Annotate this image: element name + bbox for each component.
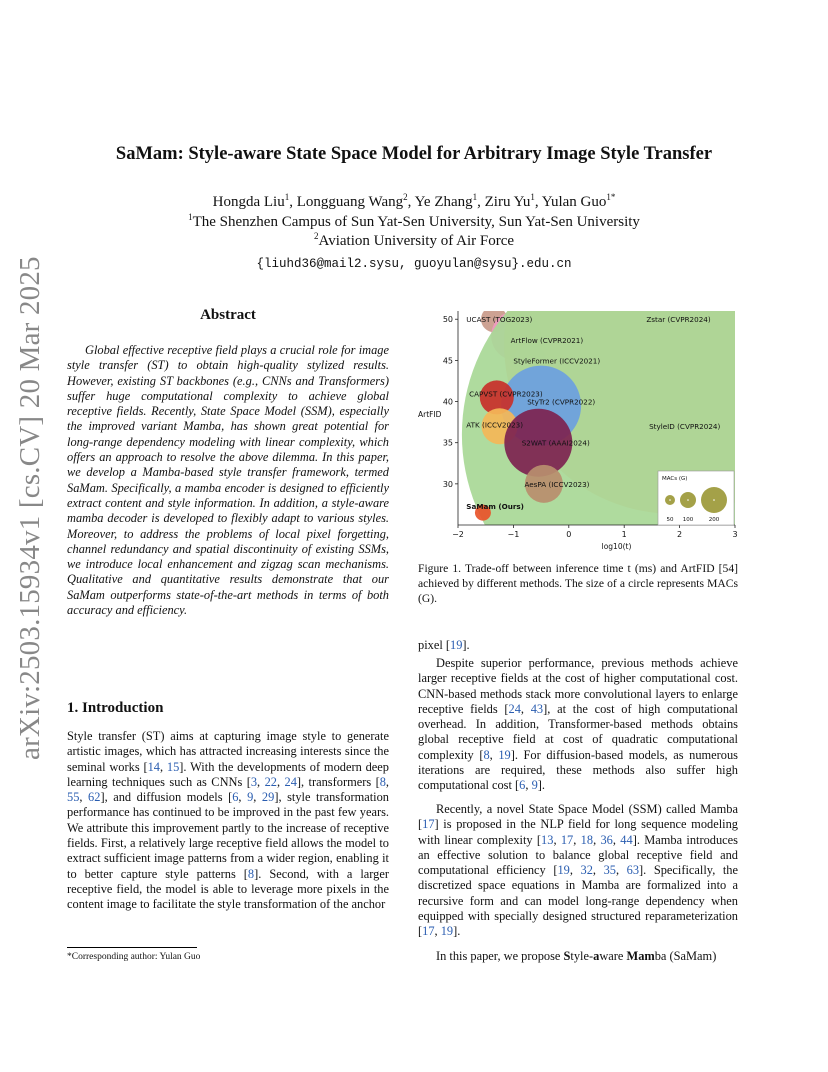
text-run: ]. bbox=[537, 778, 546, 793]
text-run: ], transformers [ bbox=[296, 774, 380, 789]
y-tick-label: 35 bbox=[442, 438, 453, 448]
text-run: , bbox=[434, 924, 441, 939]
rich-text bbox=[418, 638, 470, 652]
chart-legend bbox=[658, 471, 734, 525]
citation-link[interactable]: 19 bbox=[498, 747, 511, 762]
legend-title: MACs (G) bbox=[662, 476, 688, 482]
citation-link[interactable]: 15 bbox=[166, 759, 180, 774]
affiliation-2: $^2$Aviation University of Air Force bbox=[313, 231, 515, 249]
citation-link[interactable]: 8 bbox=[483, 747, 490, 762]
figure-caption: Figure 1. Trade-off between inference time t (ms) and ArtFID [54] achieved by different methods. The size of a circle represents MACs (G). bbox=[418, 562, 738, 605]
legend-bubble-center bbox=[687, 499, 689, 501]
paper-title: SaMam: Style-aware State Space Model for Arbitrary Image Style Transfer bbox=[115, 144, 713, 164]
legend-bubble-center bbox=[669, 499, 671, 501]
bubble-label: StyleFormer (ICCV2021) bbox=[513, 356, 601, 366]
bubble-label: ArtFlow (CVPR2021) bbox=[510, 335, 584, 345]
text-run: , bbox=[257, 774, 265, 789]
citation-link[interactable]: 3 bbox=[250, 774, 258, 789]
y-axis-label: ArtFID bbox=[418, 410, 442, 419]
citation-link[interactable]: 19 bbox=[450, 638, 463, 652]
x-tick-label: −1 bbox=[507, 530, 520, 539]
text-run: ]. Specifically, the discretized space equations in Mamba are formalized into a recursive form and can model long-range dependency when equipped with specially designed structured reparameterization [ bbox=[418, 863, 738, 939]
citation-link[interactable]: 19 bbox=[557, 863, 570, 878]
text-run: ]. bbox=[462, 638, 470, 652]
bubble-label: ATK (ICCV2023) bbox=[466, 420, 524, 430]
citation-link[interactable]: 13 bbox=[541, 832, 554, 847]
author: Ziru Yu$^1$ bbox=[484, 192, 535, 210]
bold-text: S bbox=[563, 949, 571, 963]
rich-text bbox=[418, 656, 738, 792]
text-run: Despite superior performance, previous methods achieve larger receptive fields at the cost of higher computational cost. CNN-based methods stack more convolutional layers to enlarge receptive fields [ bbox=[418, 656, 738, 716]
text-run: , bbox=[253, 790, 262, 805]
bold-text: Mam bbox=[626, 949, 655, 963]
text-run: , bbox=[553, 832, 561, 847]
text-run: ]. With the developments of modern deep learning techniques such as CNNs [ bbox=[67, 759, 389, 789]
text-run: , bbox=[238, 790, 248, 805]
abstract-heading: Abstract bbox=[200, 307, 256, 323]
text-run: , bbox=[276, 774, 285, 789]
bubble-label: S2WAT (AAAI2024) bbox=[521, 438, 590, 448]
citation-link[interactable]: 44 bbox=[620, 832, 633, 847]
text-run: , bbox=[385, 774, 390, 789]
citation-link[interactable]: 55 bbox=[67, 790, 80, 805]
bold-text: a bbox=[593, 949, 600, 963]
bubble-label: StyTr2 (CVPR2022) bbox=[527, 397, 596, 407]
y-tick-label: 30 bbox=[442, 479, 453, 489]
abstract-text: Global effective receptive field plays a crucial role for image style transfer (ST) to obtain high-quality stylized results. However, existing ST backbones (e.g., CNNs and Transformers) suffer huge computational complexity to achieve global receptive fields. Recently, State Space Model (SSM), especially the improved variant Mamba, has shown great potential for long-range dependency modeling with linear complexity, which offers an approach to resolve the above dilemma. In this paper, we develop a Mamba-based style transfer framework, termed SaMam. Specifically, a mamba encoder is designed to efficiently extract content and style information. In addition, a style-aware mamba decoder is developed to flexibly adapt to various styles. Moreover, to address the problems of local pixel forgetting, channel redundancy and spatial discontinuity of existing SSMs, we introduce local enhancement and zigzag scan mechanisms. Qualitative and quantitative results demonstrate that our SaMam outperforms state-of-the-art methods in terms of both accuracy and efficiency. bbox=[67, 343, 389, 618]
rich-text bbox=[67, 729, 389, 911]
text-run: , bbox=[79, 790, 89, 805]
y-tick-label: 45 bbox=[442, 356, 453, 366]
text-run: ware bbox=[599, 949, 627, 963]
citation-link[interactable]: 6 bbox=[232, 790, 239, 805]
y-tick-label: 40 bbox=[442, 397, 453, 407]
rich-text bbox=[436, 949, 716, 963]
text-run: ba (SaMam) bbox=[654, 949, 717, 963]
x-tick-label: −2 bbox=[452, 530, 464, 539]
y-tick-label: 50 bbox=[442, 315, 453, 325]
x-axis-label: log10(t) bbox=[601, 542, 632, 551]
text-run: ] is proposed in the NLP field for long sequence modeling with linear complexity [ bbox=[418, 817, 738, 847]
x-tick-label: 2 bbox=[677, 530, 683, 539]
text-run: , bbox=[525, 778, 532, 793]
citation-link[interactable]: 32 bbox=[580, 863, 593, 878]
citation-link[interactable]: 36 bbox=[600, 832, 613, 847]
text-run: , bbox=[592, 863, 604, 878]
legend-bubble-center bbox=[713, 499, 715, 501]
right-paragraph-2 bbox=[418, 802, 738, 940]
text-run: Recently, a novel State Space Model (SSM) called Mamba [ bbox=[418, 802, 738, 832]
citation-link[interactable]: 35 bbox=[603, 863, 616, 878]
footnote: *Corresponding author: Yulan Guo bbox=[67, 952, 201, 962]
citation-link[interactable]: 18 bbox=[580, 832, 594, 847]
text-run: , bbox=[612, 832, 621, 847]
text-run: , bbox=[520, 701, 531, 716]
author-emails: {liuhd36@mail2.sysu, guoyulan@sysu}.edu.cn bbox=[256, 257, 572, 271]
citation-link[interactable]: 17 bbox=[560, 832, 574, 847]
right-paragraph-1 bbox=[418, 656, 738, 794]
section-heading: 1. Introduction bbox=[67, 700, 164, 716]
citation-link[interactable]: 29 bbox=[261, 790, 275, 805]
right-paragraph-0 bbox=[418, 638, 738, 653]
author: Ye Zhang$^1$ bbox=[414, 192, 478, 210]
text-run: , bbox=[489, 747, 499, 762]
bubble-label: AesPA (ICCV2023) bbox=[524, 479, 590, 489]
legend-value: 200 bbox=[708, 517, 720, 523]
legend-value: 50 bbox=[666, 517, 674, 523]
citation-link[interactable]: 14 bbox=[147, 759, 160, 774]
citation-link[interactable]: 8 bbox=[247, 866, 255, 881]
bubble-label: UCAST (TOG2023) bbox=[466, 315, 533, 325]
text-run: ], style transformation performance has continued to be improved in the past few years. We attribute this improvement partly to the increase of receptive fields. First, a relatively large receptive field allows the model to extract sufficient image patterns from a wider region, enabling it to better capture style patterns [ bbox=[67, 790, 389, 881]
rich-text bbox=[418, 802, 738, 938]
affiliation-1: $^1$The Shenzhen Campus of Sun Yat-Sen University, Sun Yat-Sen University bbox=[188, 212, 640, 230]
tradeoff-bubble-chart bbox=[414, 305, 744, 553]
text-run: , bbox=[615, 863, 627, 878]
right-paragraph-3 bbox=[418, 949, 738, 964]
citation-link[interactable]: 8 bbox=[379, 774, 386, 789]
text-run: In this paper, we propose bbox=[436, 949, 564, 963]
citation-link[interactable]: 63 bbox=[626, 863, 640, 878]
footnote-rule bbox=[67, 947, 197, 948]
text-run: ]. Second, with a larger receptive field, the model is able to leverage more pixels in the content image to facilitate the style transformation of the anchor bbox=[67, 866, 389, 912]
x-tick-label: 1 bbox=[621, 530, 627, 539]
text-run: pixel [ bbox=[418, 638, 450, 652]
citation-link[interactable]: 24 bbox=[284, 774, 297, 789]
text-run: ]. Mamba introduces an effective solution to balance global receptive field and computational efficiency [ bbox=[418, 832, 739, 878]
text-run: ], at the cost of high computational overhead. In addition, Transformer-based methods obtains global receptive field at cost of quadratic computational complexity [ bbox=[418, 701, 738, 762]
x-tick-label: 0 bbox=[566, 530, 572, 539]
text-run: Style transfer (ST) aims at capturing image style to generate artistic images, which has attracted increasing interests since the seminal works [ bbox=[67, 729, 389, 774]
citation-link[interactable]: 17 bbox=[422, 924, 435, 939]
text-run: , bbox=[593, 832, 601, 847]
text-run: tyle- bbox=[570, 949, 594, 963]
citation-link[interactable]: 19 bbox=[440, 924, 454, 939]
author: Hongda Liu$^1$ bbox=[212, 192, 290, 210]
x-tick-label: 3 bbox=[732, 530, 738, 539]
text-run: , bbox=[569, 863, 581, 878]
citation-link[interactable]: 17 bbox=[422, 817, 435, 832]
citation-link[interactable]: 6 bbox=[519, 778, 526, 793]
author: Longguang Wang$^2$ bbox=[296, 192, 408, 210]
citation-link[interactable]: 43 bbox=[530, 701, 544, 716]
citation-link[interactable]: 24 bbox=[508, 701, 521, 716]
legend-value: 100 bbox=[682, 517, 694, 523]
arxiv-identifier: arXiv:2503.15934v1 [cs.CV] 20 Mar 2025 bbox=[14, 256, 46, 760]
text-run: ]. For diffusion-based models, as numerous iterations are required, these methods also suffer high computational cost [ bbox=[418, 747, 738, 793]
text-run: ]. bbox=[453, 924, 461, 939]
citation-link[interactable]: 22 bbox=[264, 774, 277, 789]
citation-link[interactable]: 62 bbox=[88, 790, 101, 805]
author: Yulan Guo$^{1*}$ bbox=[541, 192, 616, 210]
author-list: Hongda Liu$^1$, Longguang Wang$^2$, Ye Zhang$^1$, Ziru Yu$^1$, Yulan Guo$^{1*}$ bbox=[212, 192, 616, 210]
intro-paragraph bbox=[67, 729, 389, 913]
citation-link[interactable]: 9 bbox=[247, 790, 254, 805]
bubble-label: CAPVST (CVPR2023) bbox=[469, 389, 543, 399]
text-run: ], and diffusion models [ bbox=[100, 790, 233, 805]
text-run: , bbox=[573, 832, 581, 847]
bubble-label: Zstar (CVPR2024) bbox=[646, 315, 711, 325]
text-run: , bbox=[159, 759, 167, 774]
bubble-label: SaMam (Ours) bbox=[466, 502, 524, 512]
citation-link[interactable]: 9 bbox=[531, 778, 538, 793]
bubble-label: StyleID (CVPR2024) bbox=[649, 422, 721, 432]
